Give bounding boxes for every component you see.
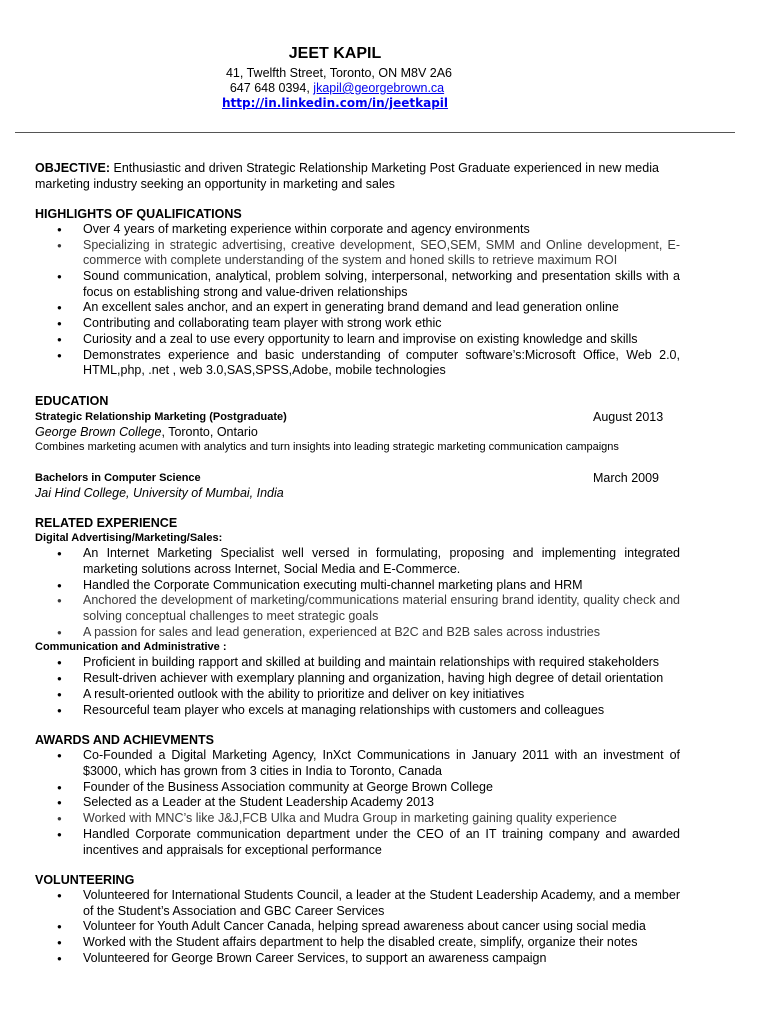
resume-body bbox=[35, 161, 680, 967]
list-item: ● Worked with MNC’s like J&J,FCB Ulka and Mudra Group in marketing gaining quality experience bbox=[35, 811, 680, 827]
list-item: ● Handled the Corporate Communication executing multi-channel marketing plans and HRM bbox=[35, 578, 680, 594]
experience-list bbox=[35, 546, 680, 640]
list-item: ● Resourceful team player who excels at managing relationships with customers and colleagues bbox=[35, 703, 680, 719]
awards-list bbox=[35, 748, 680, 858]
contact-line bbox=[0, 81, 674, 95]
school-location: , Toronto, Ontario bbox=[161, 424, 258, 439]
list-item: ● Contributing and collaborating team player with strong work ethic bbox=[35, 316, 680, 332]
linkedin-line bbox=[0, 96, 670, 110]
list-item: ● Demonstrates experience and basic understanding of computer software’s:Microsoft Office, Web 2.0, HTML,php, .net , web 3.0,SAS,SPSS,Adobe, mobile technologies bbox=[35, 348, 680, 379]
education-heading: EDUCATION bbox=[35, 393, 109, 408]
school-name: Jai Hind College, University of Mumbai, India bbox=[35, 485, 284, 500]
candidate-name: JEET KAPIL bbox=[288, 45, 382, 62]
list-item: ● A passion for sales and lead generation, experienced at B2C and B2B sales across industries bbox=[35, 625, 680, 641]
list-item: ● Anchored the development of marketing/communications material ensuring brand identity, quality check and solving conceptual challenges to meet strategic goals bbox=[35, 593, 680, 624]
list-item: ● Curiosity and a zeal to use every opportunity to learn and improvise on existing knowledge and skills bbox=[35, 332, 680, 348]
list-item: ● Volunteer for Youth Adult Cancer Canada, helping spread awareness about cancer using social media bbox=[35, 919, 680, 935]
degree: Strategic Relationship Marketing (Postgraduate) bbox=[35, 410, 287, 423]
school bbox=[35, 486, 680, 502]
education-entry bbox=[35, 409, 680, 425]
list-item: ● An excellent sales anchor, and an expert in generating brand demand and lead generation online bbox=[35, 300, 680, 316]
volunteering-list bbox=[35, 888, 680, 966]
degree-date: March 2009 bbox=[593, 470, 660, 485]
awards-heading: AWARDS AND ACHIEVMENTS bbox=[35, 733, 214, 748]
list-item: ● Volunteered for International Students Council, a leader at the Student Leadership Academy, and a member of the Student’s Association and GBC Career Services bbox=[35, 888, 680, 919]
objective-text: Enthusiastic and driven Strategic Relationship Marketing Post Graduate experienced in new media marketing industry seeking an opportunity in marketing and sales bbox=[35, 161, 659, 191]
list-item: ● Selected as a Leader at the Student Leadership Academy 2013 bbox=[35, 795, 680, 811]
list-item: ● Specializing in strategic advertising, creative development, SEO,SEM, SMM and Online development, E-commerce with complete understanding of the system and honed skills to retrieve maximum ROI bbox=[35, 238, 680, 269]
list-item: ● An Internet Marketing Specialist well versed in formulating, proposing and implementing integrated marketing solutions across Internet, Social Media and E-Commerce. bbox=[35, 546, 680, 577]
objective-label: OBJECTIVE: bbox=[35, 161, 111, 175]
degree-description: Combines marketing acumen with analytics and turn insights into leading strategic marketing communication campaigns bbox=[35, 441, 619, 454]
list-item: ● Co-Founded a Digital Marketing Agency, InXct Communications in January 2011 with an investment of $3000, which has grown from 3 cities in India to Toronto, Canada bbox=[35, 748, 680, 779]
objective bbox=[35, 161, 680, 192]
education-entry bbox=[35, 470, 680, 486]
degree: Bachelors in Computer Science bbox=[35, 471, 201, 484]
list-item: ● Founder of the Business Association community at George Brown College bbox=[35, 780, 680, 796]
email-link[interactable]: jkapil@georgebrown.ca bbox=[313, 81, 445, 95]
list-item: ● Volunteered for George Brown Career Services, to support an awareness campaign bbox=[35, 951, 680, 967]
school-name: George Brown College bbox=[35, 424, 162, 439]
list-item: ● Result-driven achiever with exemplary planning and organization, having high degree of detail orientation bbox=[35, 671, 680, 687]
experience-subheading: Communication and Administrative : bbox=[35, 641, 227, 654]
list-item: ● Proficient in building rapport and skilled at building and maintain relationships with required stakeholders bbox=[35, 655, 680, 671]
volunteering-heading: VOLUNTEERING bbox=[35, 873, 135, 888]
highlights-list bbox=[35, 222, 680, 379]
degree-date: August 2013 bbox=[593, 409, 664, 424]
experience-list bbox=[35, 655, 680, 718]
header-divider bbox=[15, 132, 735, 133]
address: 41, Twelfth Street, Toronto, ON M8V 2A6 bbox=[225, 66, 453, 80]
list-item: ● A result-oriented outlook with the ability to prioritize and deliver on key initiatives bbox=[35, 687, 680, 703]
highlights-heading: HIGHLIGHTS OF QUALIFICATIONS bbox=[35, 207, 242, 221]
experience-subheading: Digital Advertising/Marketing/Sales: bbox=[35, 532, 223, 545]
list-item: ● Handled Corporate communication department under the CEO of an IT training company and awarded incentives and appraisals for exceptional performance bbox=[35, 827, 680, 858]
list-item: ● Worked with the Student affairs department to help the disabled create, simplify, organize their notes bbox=[35, 935, 680, 951]
experience-heading: RELATED EXPERIENCE bbox=[35, 516, 178, 531]
school bbox=[35, 425, 680, 441]
list-item: ● Sound communication, analytical, problem solving, interpersonal, networking and presentation skills with a focus on establishing strong and value-driven relationships bbox=[35, 269, 680, 300]
linkedin-link[interactable]: http://in.linkedin.com/in/jeetkapil bbox=[221, 96, 449, 110]
phone: 647 648 0394, bbox=[229, 81, 310, 95]
list-item: ● Over 4 years of marketing experience within corporate and agency environments bbox=[35, 222, 680, 238]
